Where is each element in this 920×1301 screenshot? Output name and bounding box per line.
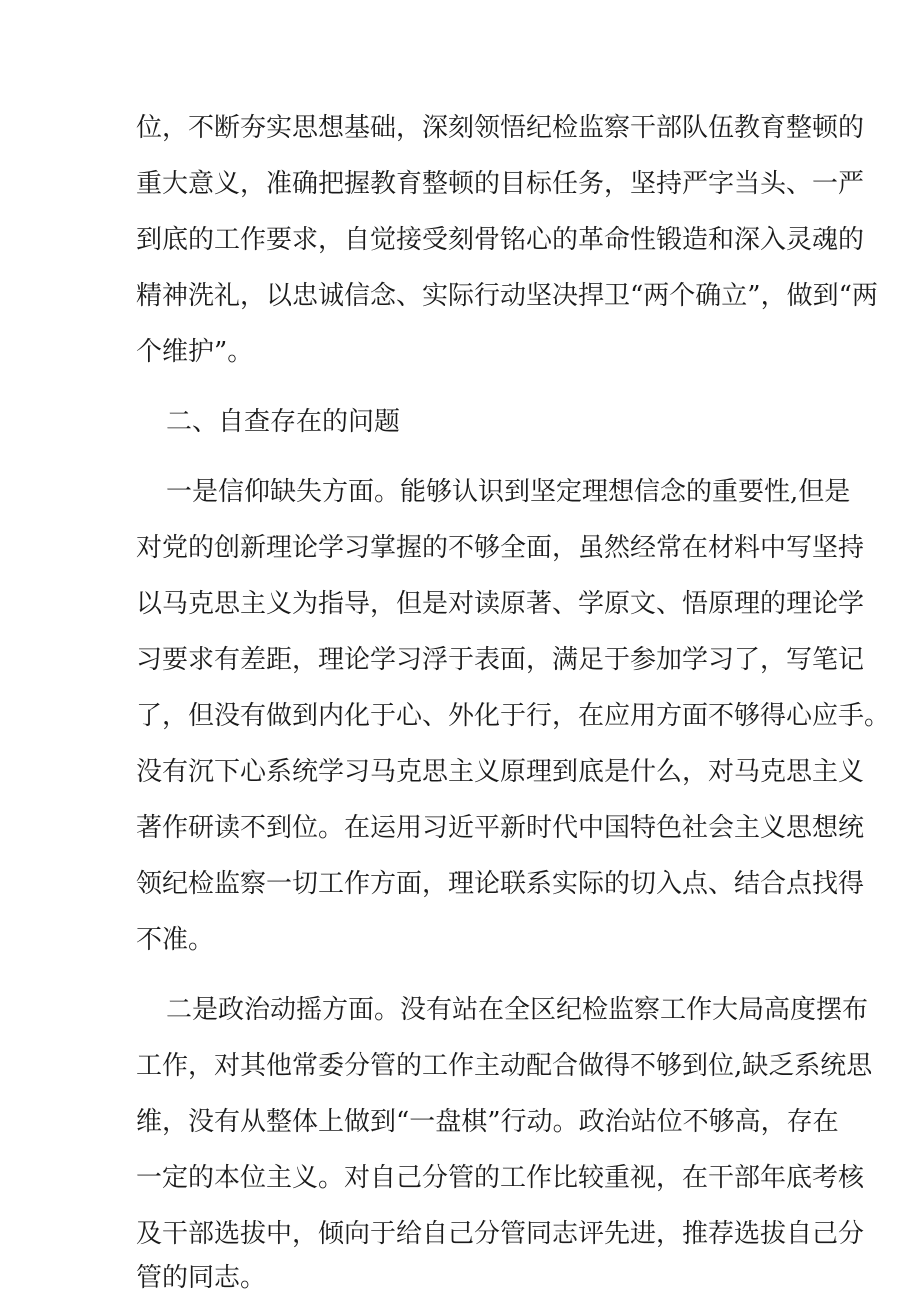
paragraph-3-line-6: 管的同志。 bbox=[136, 1263, 267, 1293]
paragraph-1-line-2: 重大意义，准确把握教育整顿的目标任务，坚持严字当头、一严 bbox=[136, 169, 865, 199]
paragraph-2-line-7: 著作研读不到位。在运用习近平新时代中国特色社会主义思想统 bbox=[136, 813, 865, 843]
section-heading: 二、自查存在的问题 bbox=[166, 407, 401, 437]
paragraph-1-line-1: 位，不断夯实思想基础，深刻领悟纪检监察干部队伍教育整顿的 bbox=[136, 113, 865, 143]
paragraph-1-line-5: 个维护”。 bbox=[136, 337, 254, 367]
paragraph-2-line-3: 以马克思主义为指导，但是对读原著、学原文、悟原理的理论学 bbox=[136, 589, 865, 619]
paragraph-1-line-3: 到底的工作要求，自觉接受刻骨铭心的革命性锻造和深入灵魂的 bbox=[136, 225, 865, 255]
paragraph-2-line-5: 了，但没有做到内化于心、外化于行，在应用方面不够得心应手。 bbox=[136, 701, 891, 731]
paragraph-3-line-1: 二是政治动摇方面。没有站在全区纪检监察工作大局高度摆布 bbox=[166, 995, 869, 1025]
paragraph-2-line-9: 不准。 bbox=[136, 925, 215, 955]
paragraph-2-line-4: 习要求有差距，理论学习浮于表面，满足于参加学习了，写笔记 bbox=[136, 645, 865, 675]
paragraph-3-line-5: 及干部选拔中，倾向于给自己分管同志评先进，推荐选拔自己分 bbox=[136, 1219, 865, 1249]
paragraph-1-line-4: 精神洗礼，以忠诚信念、实际行动坚决捍卫“两个确立”，做到“两 bbox=[136, 281, 878, 311]
paragraph-3-line-3: 维，没有从整体上做到“一盘棋”行动。政治站位不够高，存在 bbox=[136, 1107, 839, 1137]
paragraph-3-line-2: 工作，对其他常委分管的工作主动配合做得不够到位,缺乏系统思 bbox=[136, 1051, 873, 1081]
paragraph-2-line-2: 对党的创新理论学习掌握的不够全面，虽然经常在材料中写坚持 bbox=[136, 533, 865, 563]
paragraph-2-line-1: 一是信仰缺失方面。能够认识到坚定理想信念的重要性,但是 bbox=[166, 477, 851, 507]
paragraph-2-line-6: 没有沉下心系统学习马克思主义原理到底是什么，对马克思主义 bbox=[136, 757, 865, 787]
paragraph-3-line-4: 一定的本位主义。对自己分管的工作比较重视，在干部年底考核 bbox=[136, 1163, 865, 1193]
paragraph-2-line-8: 领纪检监察一切工作方面，理论联系实际的切入点、结合点找得 bbox=[136, 869, 865, 899]
